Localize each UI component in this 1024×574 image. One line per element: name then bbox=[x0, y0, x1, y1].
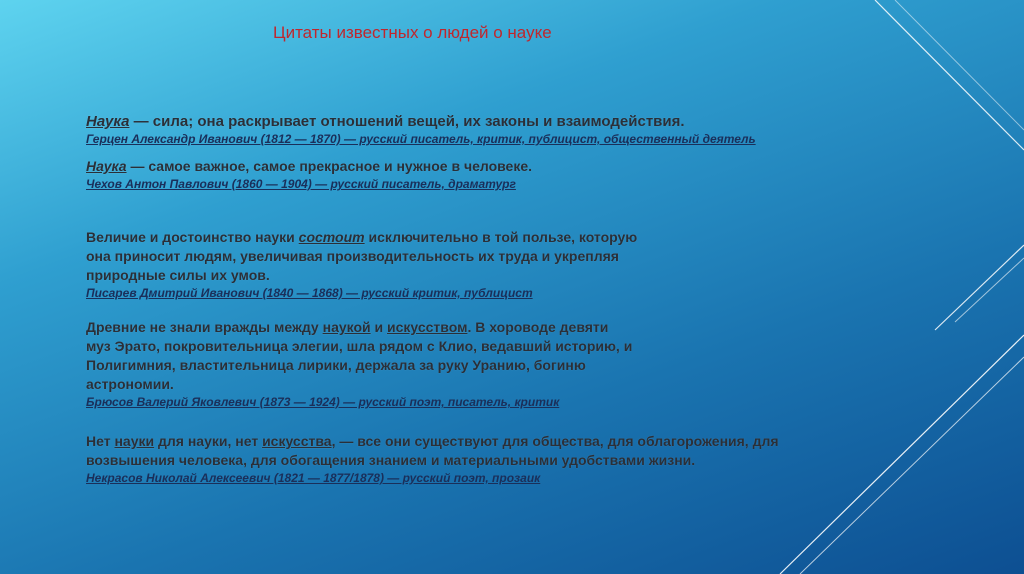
quote-4-line-2: муз Эрато, покровительница элегии, шла рядом с Клио, ведавший историю, и bbox=[86, 338, 633, 354]
quote-3-line-1-b: исключительно в той пользе, которую bbox=[364, 229, 638, 245]
quote-4-line-1-b: и bbox=[370, 319, 388, 335]
quote-5-link-2[interactable]: искусства bbox=[262, 433, 332, 449]
quote-3-line-3: природные силы их умов. bbox=[86, 267, 270, 283]
quote-5-line-1-a: Нет bbox=[86, 433, 115, 449]
quote-4-line-1-c: . В хороводе девяти bbox=[467, 319, 609, 335]
quote-3-author[interactable]: Писарев Дмитрий Иванович (1840 — 1868) — русский критик, публицист bbox=[86, 286, 533, 300]
quote-1-body: — сила; она раскрывает отношений вещей, их законы и взаимодействия. bbox=[129, 113, 685, 130]
quote-4-line-4: астрономии. bbox=[86, 376, 174, 392]
deco-line-mid-1 bbox=[935, 245, 1024, 330]
deco-line-top-1 bbox=[875, 0, 1024, 150]
deco-line-bottom-2 bbox=[800, 357, 1024, 574]
deco-line-top-2 bbox=[895, 0, 1024, 130]
deco-line-bottom-1 bbox=[780, 335, 1024, 574]
slide-title: Цитаты известных о людей о науке bbox=[273, 23, 552, 42]
quote-2-body: — самое важное, самое прекрасное и нужное в человеке. bbox=[126, 158, 533, 174]
quote-3-line-1-a: Величие и достоинство науки bbox=[86, 229, 299, 245]
deco-line-mid-2 bbox=[955, 258, 1024, 322]
quote-2-author[interactable]: Чехов Антон Павлович (1860 — 1904) — русский писатель, драматург bbox=[86, 177, 516, 191]
quote-5-line-2: возвышения человека, для обогащения знанием и материальными удобствами жизни. bbox=[86, 452, 696, 468]
quote-5-line-1-c: , — все они существуют для общества, для облагорожения, для bbox=[331, 433, 779, 449]
quote-4-author[interactable]: Брюсов Валерий Яковлевич (1873 — 1924) — русский поэт, писатель, критик bbox=[86, 395, 560, 409]
quote-4-line-1-a: Древние не знали вражды между bbox=[86, 319, 323, 335]
quote-5-line-1-b: для науки, нет bbox=[154, 433, 263, 449]
quote-4-link-1[interactable]: наукой bbox=[322, 319, 371, 335]
quote-5-author[interactable]: Некрасов Николай Алексеевич (1821 — 1877/1878) — русский поэт, прозаик bbox=[86, 471, 541, 485]
quote-5-link-1[interactable]: науки bbox=[114, 433, 155, 449]
quote-1-author[interactable]: Герцен Александр Иванович (1812 — 1870) — русский писатель, критик, публицист, общественный деятель bbox=[86, 132, 756, 146]
quote-4-link-2[interactable]: искусством bbox=[387, 319, 468, 335]
quote-3-link[interactable]: состоит bbox=[298, 229, 365, 245]
quote-2-link[interactable]: Наука bbox=[86, 158, 127, 174]
quote-3-line-2: она приносит людям, увеличивая производительность их труда и укрепляя bbox=[86, 248, 619, 264]
quote-4-line-3: Полигимния, властительница лирики, держала за руку Уранию, богиню bbox=[86, 357, 586, 373]
quote-1-link[interactable]: Наука bbox=[86, 113, 130, 130]
